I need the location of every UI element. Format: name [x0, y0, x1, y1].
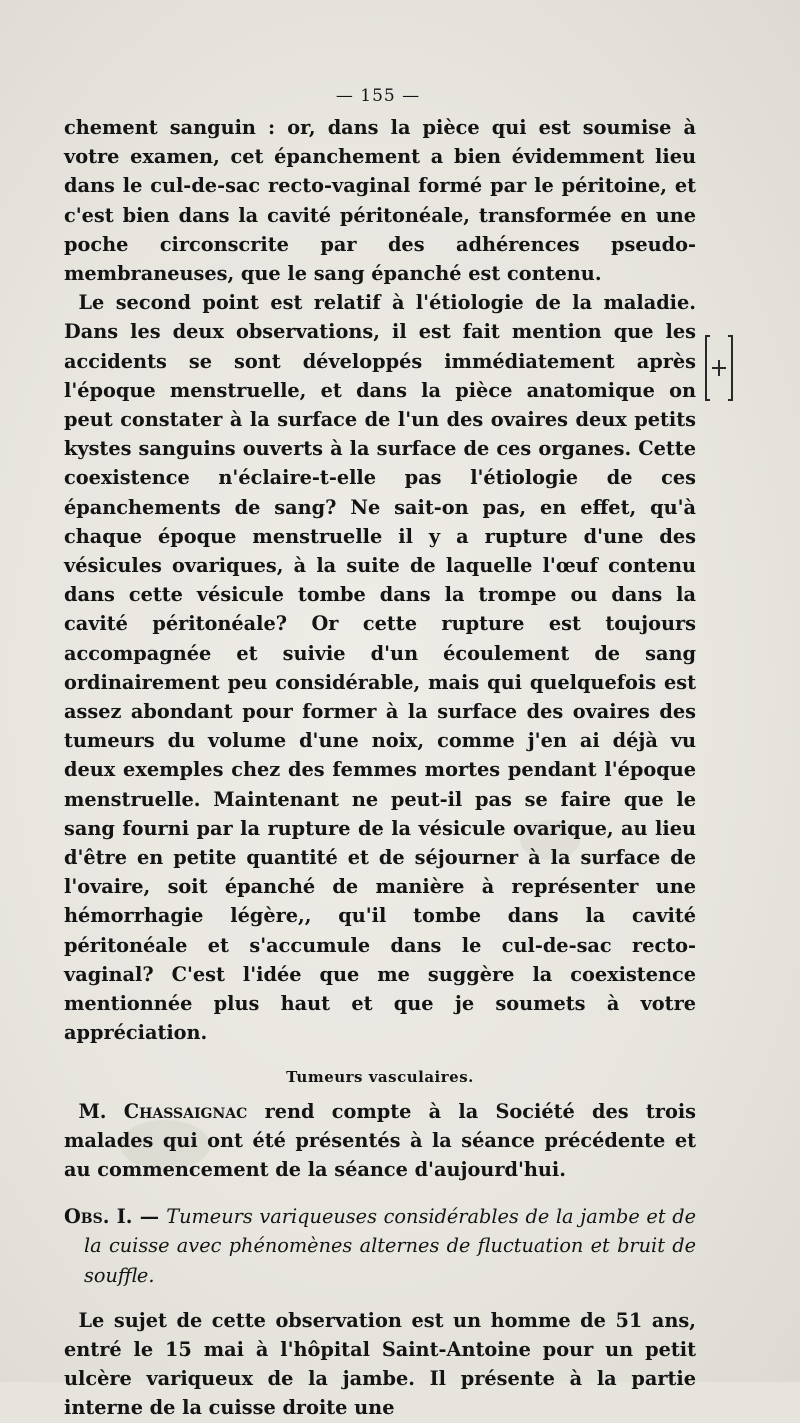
observation-title: Tumeurs variqueuses considérables de la jambe et de la cuisse avec phénomènes alternes de fluctuation et bruit de souffle. [84, 1205, 696, 1287]
chassaignac-name: Chassaignac [123, 1099, 248, 1123]
chassaignac-paragraph [64, 1097, 696, 1185]
observation-label: Obs. I. — [64, 1205, 167, 1229]
final-paragraph: Le sujet de cette observation est un homme de 51 ans, entré le 15 mai à l'hôpital Saint-Antoine pour un petit ulcère variqueux de la jambe. Il présente à la partie interne de la cuisse droite une [64, 1308, 696, 1420]
paragraph-2: Le second point est relatif à l'étiologie de la maladie. Dans les deux observations, il est fait mention que les accidents se sont développés immédiatement après l'époque menstruelle, et dans la pièce anatomique on peut constater à la surface de l'un des ovaires deux petits kystes sanguins ouverts à la surface de ces organes. Cette coexistence n'éclaire-t-elle pas l'étiologie de ces épanchements de sang? Ne sait-on pas, en effet, qu'à chaque époque menstruelle il y a rupture d'une des vésicules ovariques, à la suite de laquelle l'œuf contenu dans cette vésicule tombe dans la trompe ou dans la cavité péritonéale? Or cette rupture est toujours accompagnée et suivie d'un écoulement de sang ordinairement peu considérable, mais qui quelquefois est assez abondant pour former à la surface des ovaires des tumeurs du volume d'une noix, comme j'en ai déjà vu deux exemples chez des femmes mortes pendant l'époque menstruelle. Maintenant ne peut-il pas se faire que le sang fourni par la rupture de la vésicule ovarique, au lieu d'être en petite quantité et de séjourner à la surface de l'ovaire, soit épanché de manière à représenter une hémorrhagie légère,, qu'il tombe dans la cavité péritonéale et s'accumule dans le cul-de-sac recto-vaginal? C'est l'idée que me suggère la coexistence mentionnée plus haut et que je soumets à votre appréciation. [64, 291, 696, 1045]
observation-heading [64, 1202, 696, 1290]
chassaignac-text: rend compte à la Société des trois malades qui ont été présentés à la séance précédente et au commencement de la séance d'aujourd'hui. [64, 1099, 696, 1181]
bracket-plus-icon [704, 332, 734, 404]
margin-annotation [704, 332, 734, 404]
section-title: Tumeurs vasculaires. [286, 1067, 474, 1086]
page-number: — 155 — [335, 86, 421, 106]
chassaignac-prefix: M. [78, 1099, 107, 1123]
paragraph-1: chement sanguin : or, dans la pièce qui est soumise à votre examen, cet épanchement a bien évidemment lieu dans le cul-de-sac recto-vaginal formé par le péritoine, et c'est bien dans la cavité péritonéale, transformée en une poche circonscrite par des adhérences pseudo-membraneuses, que le sang épanché est contenu. [64, 116, 696, 286]
body-text [64, 113, 696, 1423]
